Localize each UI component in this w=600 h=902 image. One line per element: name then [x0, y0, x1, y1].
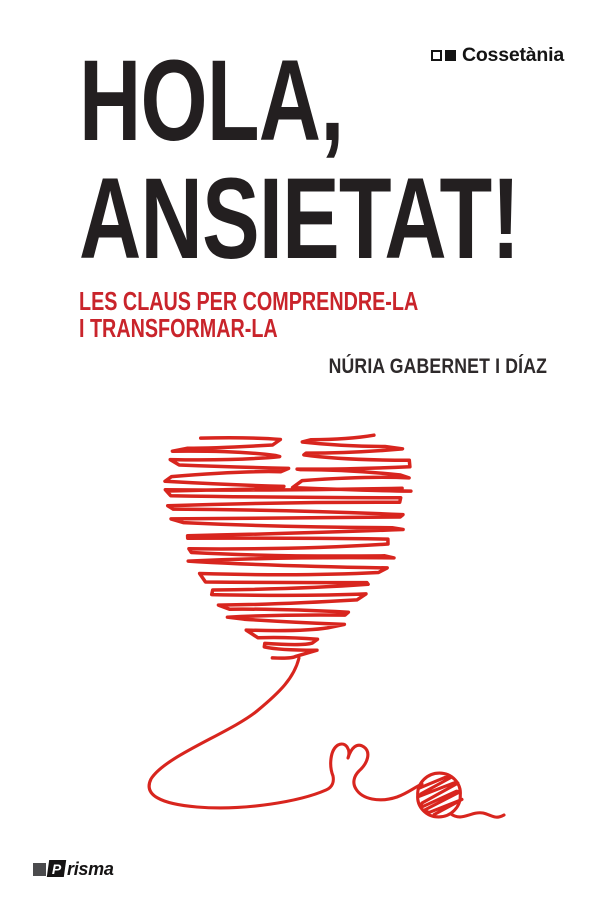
publisher-name: Cossetània: [461, 44, 564, 66]
imprint-logo: [33, 860, 114, 877]
imprint-initial: P: [51, 860, 62, 877]
subtitle-line-2: I TRANSFORMAR-LA: [79, 313, 278, 343]
imprint-gray-square-icon: [33, 863, 46, 876]
yarn-thread-icon: [149, 658, 422, 808]
imprint-name-rest: risma: [67, 859, 114, 879]
title-line-2: ANSIETAT!: [79, 155, 520, 283]
heart-scribble-icon: [165, 435, 411, 658]
title-line-1: HOLA,: [79, 37, 344, 165]
imprint-p-square-icon: [47, 860, 66, 877]
yarn-tail-icon: [451, 813, 504, 817]
author-name: NÚRIA GABERNET I DÍAZ: [328, 355, 547, 378]
subtitle-line-1: LES CLAUS PER COMPRENDRE-LA: [79, 286, 419, 316]
yarn-ball-icon: [418, 773, 462, 817]
